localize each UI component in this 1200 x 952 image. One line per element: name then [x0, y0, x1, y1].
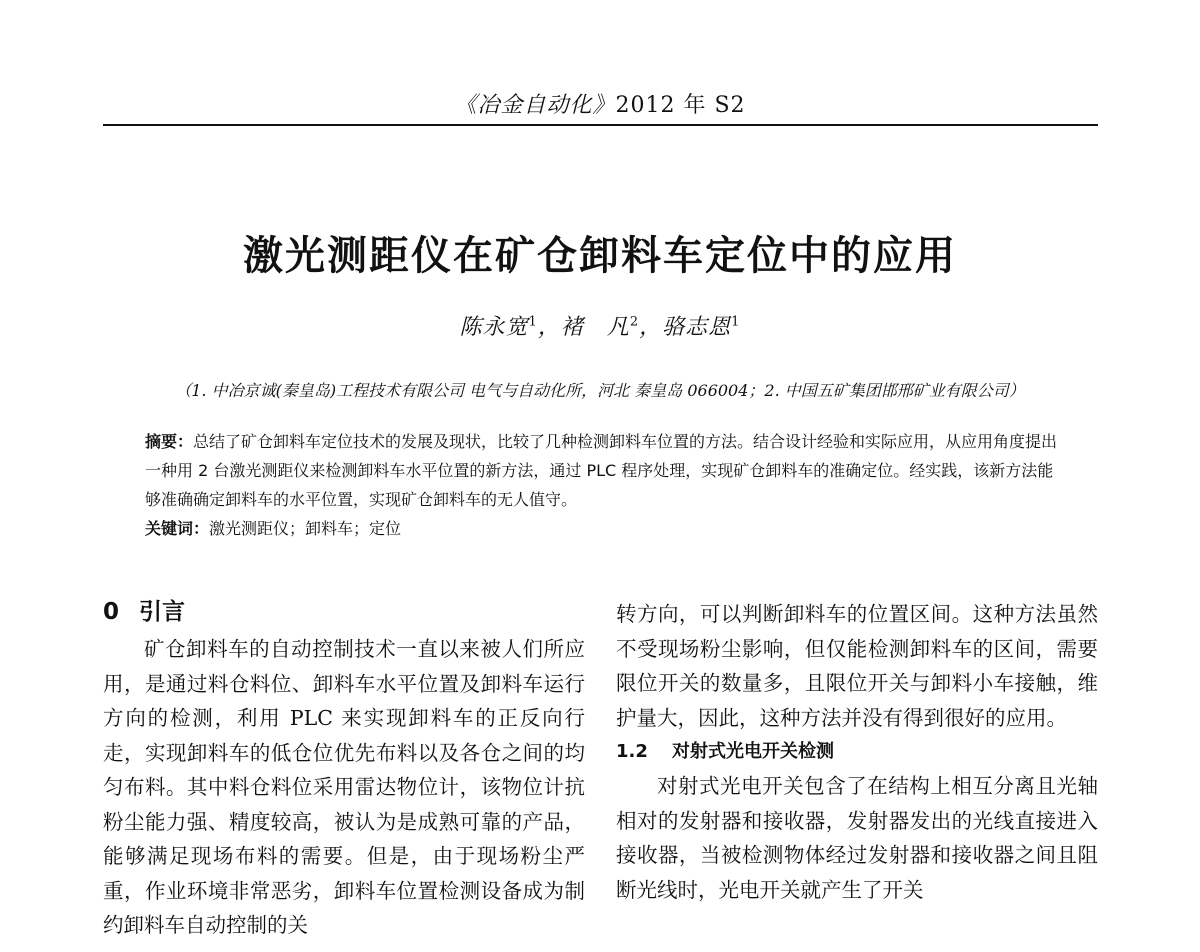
- header-rule: [103, 124, 1098, 126]
- author-name: 陈永宽: [459, 315, 529, 340]
- author-separator: ，: [639, 315, 663, 340]
- journal-issue: 2012 年 S2: [615, 93, 746, 118]
- section-title: 引言: [139, 599, 185, 625]
- author-name: 褚 凡: [560, 315, 630, 340]
- subsection-number: 1.2: [616, 741, 648, 762]
- body-paragraph: 对射式光电开关包含了在结构上相互分离且光轴相对的发射器和接收器，发射器发出的光线直接进入接收器，当被检测物体经过发射器和接收器之间且阻断光线时，光电开关就产生了开关: [616, 774, 1098, 902]
- body-paragraph: 矿仓卸料车的自动控制技术一直以来被人们所应用，是通过料仓料位、卸料车水平位置及卸料车运行方向的检测，利用 PLC 来实现卸料车的正反向行走，实现卸料车的低仓位优先布料以及各仓之间的均匀布料。其中料仓料位采用雷达物位计，该物位计抗粉尘能力强、精度较高，被认为是成熟可靠的产品，能够满足现场布料的需要。但是，由于现场粉尘严重，作业环境非常恶劣，卸料车位置检测设备成为制约卸料车自动控制的关: [103, 637, 585, 937]
- abstract-block: [145, 427, 1065, 543]
- journal-header: [0, 88, 1200, 119]
- author-affil-mark: 1: [528, 314, 538, 330]
- section-number: 0: [103, 599, 120, 625]
- keywords-label: 关键词：: [145, 519, 210, 538]
- author-affil-mark: 2: [629, 314, 640, 330]
- journal-name: 《冶金自动化》: [454, 93, 616, 118]
- subsection-title: 对射式光电开关检测: [672, 741, 834, 762]
- subsection-heading: [616, 735, 1098, 769]
- keywords-text: 激光测距仪；卸料车；定位: [209, 519, 402, 538]
- author-separator: ，: [537, 315, 561, 340]
- keywords-paragraph: [145, 514, 1065, 543]
- abstract-text: 总结了矿仓卸料车定位技术的发展及现状，比较了几种检测卸料车位置的方法。结合设计经验和实际应用，从应用角度提出一种用 2 台激光测距仪来检测卸料车水平位置的新方法，通过 PLC 程序处理，实现矿仓卸料车的准确定位。经实践，该新方法能够准确确定卸料车的水平位置，实现矿仓卸料车的无人值守。: [145, 432, 1058, 509]
- author-line: [0, 310, 1200, 341]
- paper-title: 激光测距仪在矿仓卸料车定位中的应用: [243, 233, 957, 279]
- author-name: 骆志恩: [662, 315, 732, 340]
- affiliation: （1. 中冶京诚(秦皇岛)工程技术有限公司 电气与自动化所，河北 秦皇岛 066004；2. 中国五矿集团邯邢矿业有限公司）: [175, 381, 1025, 400]
- body-column-left: [103, 594, 585, 943]
- body-paragraph: 转方向，可以判断卸料车的位置区间。这种方法虽然不受现场粉尘影响，但仅能检测卸料车的区间，需要限位开关的数量多，且限位开关与卸料小车接触，维护量大，因此，这种方法并没有得到很好的应用。: [616, 602, 1098, 730]
- author-affil-mark: 1: [731, 314, 741, 330]
- abstract-paragraph: [145, 427, 1065, 514]
- body-column-right: [616, 597, 1098, 907]
- abstract-label: 摘要：: [145, 432, 194, 451]
- section-heading: [103, 594, 585, 630]
